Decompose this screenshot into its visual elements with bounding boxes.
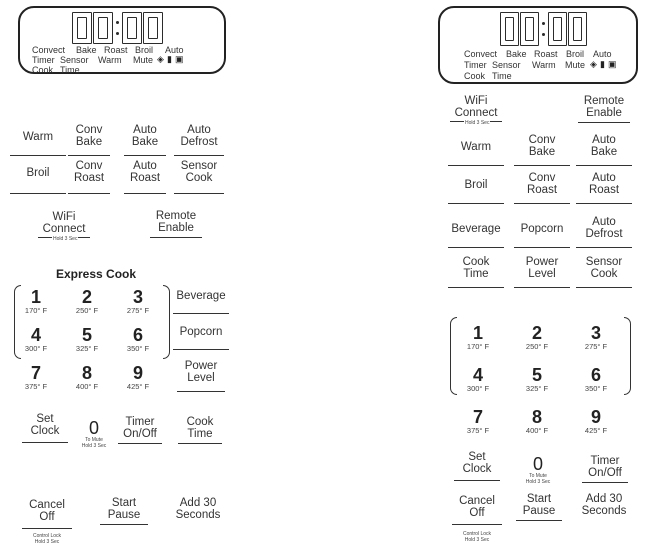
left-auto-defrost-button[interactable] xyxy=(174,124,224,156)
divider-line xyxy=(514,165,570,166)
phone-icon: ▮ xyxy=(167,54,172,64)
express-cook-title: Express Cook xyxy=(56,267,137,281)
left-popcorn-label: Popcorn xyxy=(179,326,223,338)
divider-line xyxy=(514,247,570,248)
right-auto-roast-button[interactable] xyxy=(576,172,632,204)
right-warm-label: Warm xyxy=(460,141,492,153)
left-cancel-sub-label: Control Lock Hold 3 Sec xyxy=(32,533,62,545)
right-sensor-cook-button[interactable] xyxy=(576,256,632,288)
right-wifi-connect-label: WiFi Connect xyxy=(454,95,498,119)
display-digit-inner xyxy=(525,17,534,41)
right-ind-mute: Mute xyxy=(565,60,586,70)
right-number-5-label: 5 xyxy=(531,365,542,385)
phone-icon: ▮ xyxy=(600,59,605,69)
right-conv-bake-button[interactable] xyxy=(514,134,570,166)
right-number-2-button[interactable] xyxy=(517,325,557,351)
left-set-clock-label: Set Clock xyxy=(30,413,60,437)
left-remote-enable-label: Remote Enable xyxy=(155,210,197,234)
wifi-icon: ◈ xyxy=(157,54,164,64)
left-warm-label: Warm xyxy=(22,131,54,143)
right-auto-bake-button[interactable] xyxy=(576,134,632,166)
left-timer-label: Timer On/Off xyxy=(123,416,157,440)
left-number-1-temp: 170° F xyxy=(24,306,48,315)
right-number-7-temp: 375° F xyxy=(466,426,490,435)
left-cook-time-button[interactable] xyxy=(178,416,222,444)
divider-line xyxy=(576,165,632,166)
left-number-1-label: 1 xyxy=(30,287,41,307)
left-number-5-button[interactable] xyxy=(67,327,107,353)
lock-icon: ▣ xyxy=(175,54,184,64)
right-ind-time: Time xyxy=(492,71,512,81)
right-display xyxy=(438,6,638,84)
left-number-6-label: 6 xyxy=(132,325,143,345)
left-zero-sub-label: To Mute Hold 3 Sec xyxy=(81,437,107,449)
right-number-7-button[interactable] xyxy=(458,409,498,435)
wifi-icon: ◈ xyxy=(590,59,597,69)
right-number-6-label: 6 xyxy=(590,365,601,385)
right-number-7-label: 7 xyxy=(472,407,483,427)
left-cook-time-label: Cook Time xyxy=(186,416,214,440)
left-number-9-label: 9 xyxy=(132,363,143,383)
right-number-1-temp: 170° F xyxy=(466,342,490,351)
right-remote-enable-label: Remote Enable xyxy=(583,95,625,119)
left-wifi-connect-label: WiFi Connect xyxy=(42,211,86,235)
left-timer-button[interactable] xyxy=(118,416,162,444)
right-sensor-cook-label: Sensor Cook xyxy=(585,256,623,280)
right-ind-roast: Roast xyxy=(534,49,558,59)
left-number-8-button[interactable] xyxy=(67,365,107,391)
left-number-5-temp: 325° F xyxy=(75,344,99,353)
right-number-8-temp: 400° F xyxy=(525,426,549,435)
right-number-5-temp: 325° F xyxy=(525,384,549,393)
right-ind-warm: Warm xyxy=(532,60,556,70)
left-number-8-temp: 400° F xyxy=(75,382,99,391)
divider-line xyxy=(514,203,570,204)
left-ind-roast: Roast xyxy=(104,45,128,55)
right-number-1-button[interactable] xyxy=(458,325,498,351)
right-ind-cook: Cook xyxy=(464,71,486,81)
left-number-6-temp: 350° F xyxy=(126,344,150,353)
display-digit-inner xyxy=(77,17,87,39)
right-conv-roast-button[interactable] xyxy=(514,172,570,204)
display-digit xyxy=(93,12,113,44)
right-ind-convect: Convect xyxy=(464,49,498,59)
left-conv-bake-label: Conv Bake xyxy=(75,124,103,148)
left-auto-defrost-label: Auto Defrost xyxy=(180,124,218,148)
left-ind-broil: Broil xyxy=(135,45,154,55)
right-zero-sub-label: To Mute Hold 3 Sec xyxy=(525,473,551,485)
left-popcorn-button[interactable] xyxy=(173,326,229,350)
left-auto-roast-button[interactable] xyxy=(124,160,166,194)
left-display-time xyxy=(72,12,172,44)
right-number-3-button[interactable] xyxy=(576,325,616,351)
right-set-clock-button[interactable] xyxy=(454,451,500,481)
right-number-1-label: 1 xyxy=(472,323,483,343)
divider-line xyxy=(514,287,570,288)
right-beverage-label: Beverage xyxy=(451,223,501,235)
display-digit-inner xyxy=(553,17,562,41)
left-sensor-cook-label: Sensor Cook xyxy=(180,160,218,184)
left-conv-roast-button[interactable] xyxy=(68,160,110,194)
right-ind-timer: Timer xyxy=(464,60,487,70)
colon-dot xyxy=(116,21,119,24)
right-warm-button[interactable] xyxy=(448,134,504,166)
right-add30-label: Add 30 Seconds xyxy=(581,493,627,517)
left-start-label: Start Pause xyxy=(107,497,141,521)
divider-line xyxy=(448,247,504,248)
right-number-9-label: 9 xyxy=(590,407,601,427)
left-number-7-button[interactable] xyxy=(16,365,56,391)
left-start-button[interactable] xyxy=(100,497,148,525)
right-cook-time-label: Cook Time xyxy=(462,256,490,280)
left-number-8-label: 8 xyxy=(81,363,92,383)
right-cancel-button[interactable] xyxy=(452,495,502,525)
right-zero-label: 0 xyxy=(532,454,543,474)
right-ind-broil: Broil xyxy=(566,49,585,59)
right-timer-label: Timer On/Off xyxy=(588,455,622,479)
left-number-5-label: 5 xyxy=(81,325,92,345)
right-number-2-label: 2 xyxy=(531,323,542,343)
right-broil-label: Broil xyxy=(464,179,488,191)
right-conv-bake-label: Conv Bake xyxy=(528,134,556,158)
left-number-2-button[interactable] xyxy=(67,289,107,315)
right-number-8-label: 8 xyxy=(531,407,542,427)
left-number-2-label: 2 xyxy=(81,287,92,307)
left-number-2-temp: 250° F xyxy=(75,306,99,315)
display-digit-inner xyxy=(573,17,582,41)
right-ind-bake: Bake xyxy=(506,49,527,59)
display-digit xyxy=(72,12,92,44)
left-set-clock-button[interactable] xyxy=(22,413,68,443)
divider-line xyxy=(576,203,632,204)
right-number-9-temp: 425° F xyxy=(584,426,608,435)
left-number-3-label: 3 xyxy=(132,287,143,307)
display-digit-inner xyxy=(98,17,108,39)
left-ind-cook: Cook xyxy=(32,65,54,75)
right-broil-button[interactable] xyxy=(448,172,504,204)
left-auto-roast-label: Auto Roast xyxy=(129,160,161,184)
right-number-4-label: 4 xyxy=(472,365,483,385)
left-wifi-connect-button[interactable] xyxy=(38,211,90,241)
right-auto-defrost-button[interactable] xyxy=(576,216,632,248)
display-digit xyxy=(500,12,519,46)
right-set-clock-label: Set Clock xyxy=(462,451,492,475)
display-digit xyxy=(122,12,142,44)
right-number-6-temp: 350° F xyxy=(584,384,608,393)
left-ind-warm: Warm xyxy=(98,55,122,65)
divider-line xyxy=(576,247,632,248)
right-wifi-hold-label: Hold 3 Sec xyxy=(465,120,490,126)
right-number-4-button[interactable] xyxy=(458,367,498,393)
right-number-9-button[interactable] xyxy=(576,409,616,435)
left-add30-button[interactable] xyxy=(170,497,226,525)
left-number-9-temp: 425° F xyxy=(126,382,150,391)
lock-icon: ▣ xyxy=(608,59,617,69)
left-auto-bake-button[interactable] xyxy=(124,124,166,156)
left-zero-label: 0 xyxy=(88,418,99,438)
left-ind-time: Time xyxy=(60,65,80,75)
left-number-7-temp: 375° F xyxy=(24,382,48,391)
left-cancel-button[interactable] xyxy=(22,499,72,529)
right-power-level-button[interactable] xyxy=(514,256,570,288)
right-number-4-temp: 300° F xyxy=(466,384,490,393)
left-wifi-hold-label: Hold 3 Sec xyxy=(53,236,78,242)
right-popcorn-button[interactable] xyxy=(514,216,570,248)
left-ind-sensor: Sensor xyxy=(60,55,89,65)
left-number-3-button[interactable] xyxy=(118,289,158,315)
left-ind-convect: Convect xyxy=(32,45,66,55)
left-sensor-cook-button[interactable] xyxy=(174,160,224,194)
right-timer-button[interactable] xyxy=(582,455,628,483)
left-number-6-button[interactable] xyxy=(118,327,158,353)
right-numbers-left-bracket xyxy=(450,317,457,395)
display-digit xyxy=(520,12,539,46)
left-power-level-button[interactable] xyxy=(177,360,225,392)
left-beverage-label: Beverage xyxy=(176,290,226,302)
right-start-button[interactable] xyxy=(516,493,562,521)
left-broil-label: Broil xyxy=(26,167,50,179)
right-auto-defrost-label: Auto Defrost xyxy=(585,216,623,240)
display-digit xyxy=(548,12,567,46)
right-start-label: Start Pause xyxy=(522,493,556,517)
right-zero-button[interactable] xyxy=(514,456,562,485)
divider-line xyxy=(576,287,632,288)
left-display xyxy=(18,6,226,74)
left-cancel-label: Cancel Off xyxy=(29,499,65,523)
left-remote-enable-button[interactable] xyxy=(150,210,202,238)
right-display-time xyxy=(500,12,588,46)
colon-dot xyxy=(116,32,119,35)
right-cook-time-button[interactable] xyxy=(448,256,504,288)
right-number-5-button[interactable] xyxy=(517,367,557,393)
divider-line xyxy=(448,287,504,288)
right-beverage-button[interactable] xyxy=(448,216,504,248)
right-auto-roast-label: Auto Roast xyxy=(588,172,620,196)
left-zero-button[interactable] xyxy=(70,420,118,449)
left-number-7-label: 7 xyxy=(30,363,41,383)
right-cancel-sub-label: Control Lock Hold 3 Sec xyxy=(462,531,492,543)
right-wifi-connect-button[interactable] xyxy=(450,95,502,125)
left-broil-button[interactable] xyxy=(10,160,66,194)
right-number-6-button[interactable] xyxy=(576,367,616,393)
display-digit xyxy=(143,12,163,44)
right-popcorn-label: Popcorn xyxy=(520,223,564,235)
left-ind-bake: Bake xyxy=(76,45,97,55)
divider-line xyxy=(448,203,504,204)
display-digit-inner xyxy=(127,17,137,39)
left-number-9-button[interactable] xyxy=(118,365,158,391)
left-power-level-label: Power Level xyxy=(184,360,218,384)
left-auto-bake-label: Auto Bake xyxy=(131,124,159,148)
right-numbers-right-bracket xyxy=(624,317,631,395)
display-digit-inner xyxy=(148,17,158,39)
left-ind-auto: Auto xyxy=(165,45,184,55)
right-ind-auto: Auto xyxy=(593,49,612,59)
express-cook-right-bracket xyxy=(163,285,170,359)
left-warm-button[interactable] xyxy=(10,124,66,156)
right-number-3-temp: 275° F xyxy=(584,342,608,351)
left-conv-roast-label: Conv Roast xyxy=(73,160,105,184)
right-remote-enable-button[interactable] xyxy=(578,95,630,123)
right-power-level-label: Power Level xyxy=(525,256,559,280)
left-ind-mute: Mute xyxy=(133,55,154,65)
display-digit-inner xyxy=(505,17,514,41)
right-number-2-temp: 250° F xyxy=(525,342,549,351)
left-number-4-button[interactable] xyxy=(16,327,56,353)
left-ind-timer: Timer xyxy=(32,55,55,65)
right-ind-sensor: Sensor xyxy=(492,60,521,70)
right-add30-button[interactable] xyxy=(576,493,632,521)
left-number-4-label: 4 xyxy=(30,325,41,345)
right-number-3-label: 3 xyxy=(590,323,601,343)
display-digit xyxy=(568,12,587,46)
left-number-1-button[interactable] xyxy=(16,289,56,315)
right-cancel-label: Cancel Off xyxy=(459,495,495,519)
right-number-8-button[interactable] xyxy=(517,409,557,435)
left-conv-bake-button[interactable] xyxy=(68,124,110,156)
right-conv-roast-label: Conv Roast xyxy=(526,172,558,196)
left-number-4-temp: 300° F xyxy=(24,344,48,353)
colon-dot xyxy=(542,22,545,25)
colon-dot xyxy=(542,33,545,36)
divider-line xyxy=(448,165,504,166)
left-add30-label: Add 30 Seconds xyxy=(175,497,221,521)
left-beverage-button[interactable] xyxy=(173,290,229,314)
right-auto-bake-label: Auto Bake xyxy=(590,134,618,158)
left-number-3-temp: 275° F xyxy=(126,306,150,315)
